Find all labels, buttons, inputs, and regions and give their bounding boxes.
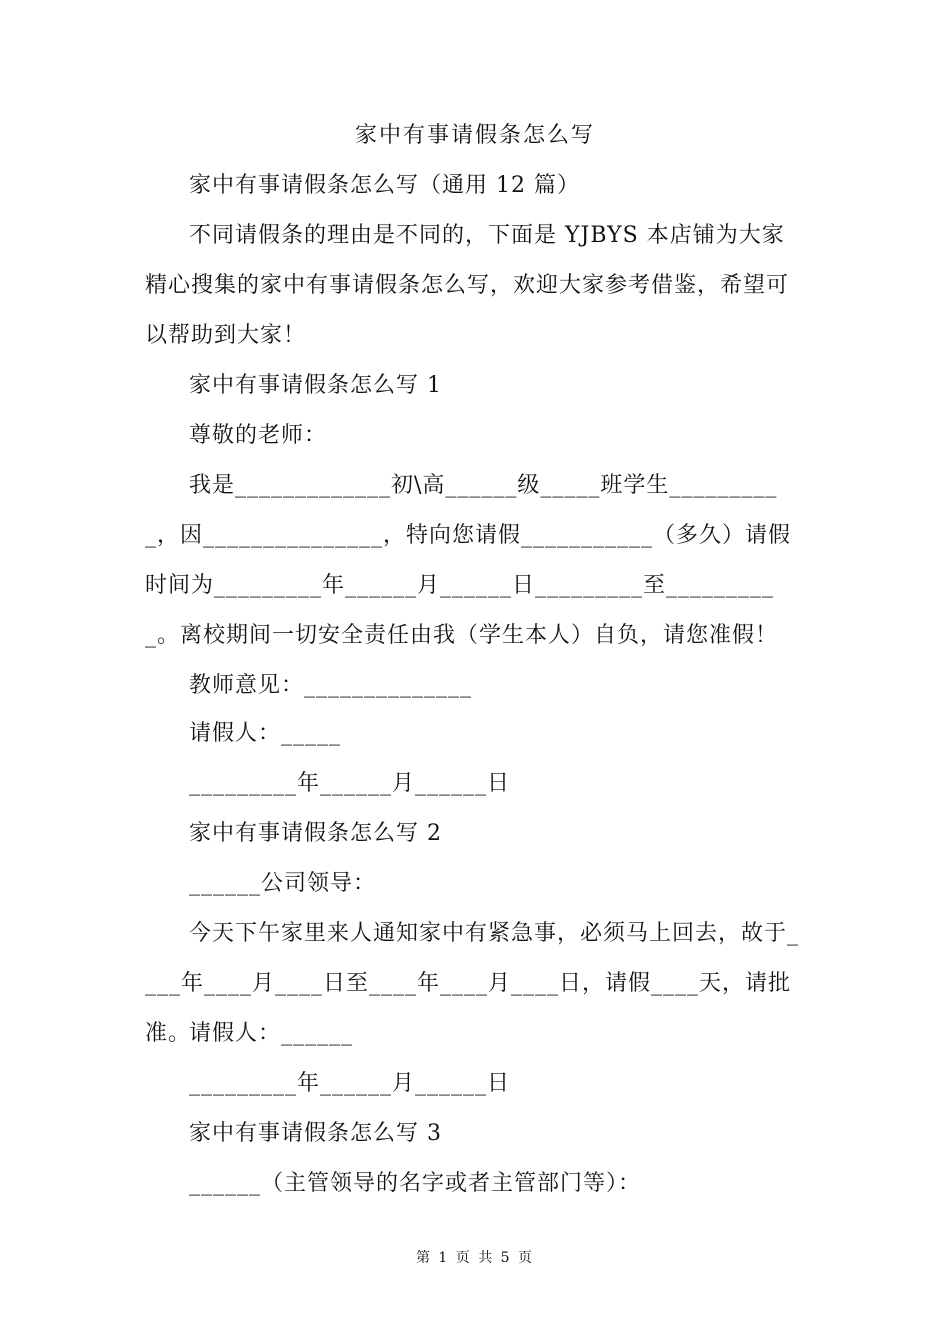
page-footer: 第 1 页 共 5 页 [415, 1250, 535, 1266]
document-subtitle: 家中有事请假条怎么写（通用 12 篇） [189, 173, 580, 198]
section-2-date: _________年______月______日 [189, 1071, 511, 1096]
document-title: 家中有事请假条怎么写 [354, 123, 595, 148]
section-2-applicant: 请假人：______ [189, 1021, 354, 1046]
section-3-heading: 家中有事请假条怎么写 3 [189, 1121, 442, 1146]
intro-paragraph: 不同请假条的理由是不同的，下面是 YJBYS 本店铺为大家精心搜集的家中有事请假条怎么写，欢迎大家参考借鉴，希望可以帮助到大家！ [145, 223, 790, 348]
section-1-date: _________年______月______日 [189, 771, 511, 796]
section-1-body: 我是_____________初\高______级_____班学生__________，因_______________，特向您请假___________（多久）请假时间为_________年______月______日_________至__________。离校期间一切安全责任由我（学生本人）自负，请您准假！ [145, 473, 792, 648]
section-2-heading: 家中有事请假条怎么写 2 [189, 821, 442, 846]
section-1-applicant: 请假人：_____ [189, 721, 342, 746]
section-1-heading: 家中有事请假条怎么写 1 [189, 373, 442, 398]
section-3-salutation: ______（主管领导的名字或者主管部门等）： [189, 1171, 642, 1196]
section-1-teacher-opinion: 教师意见：______________ [189, 673, 473, 698]
section-2-body: 今天下午家里来人通知家中有紧急事，必须马上回去，故于____年____月____日至____年____月____日，请假____天，请批准。 [145, 921, 800, 1046]
section-2-salutation: ______公司领导： [189, 871, 377, 896]
section-1-salutation: 尊敬的老师： [189, 423, 328, 448]
